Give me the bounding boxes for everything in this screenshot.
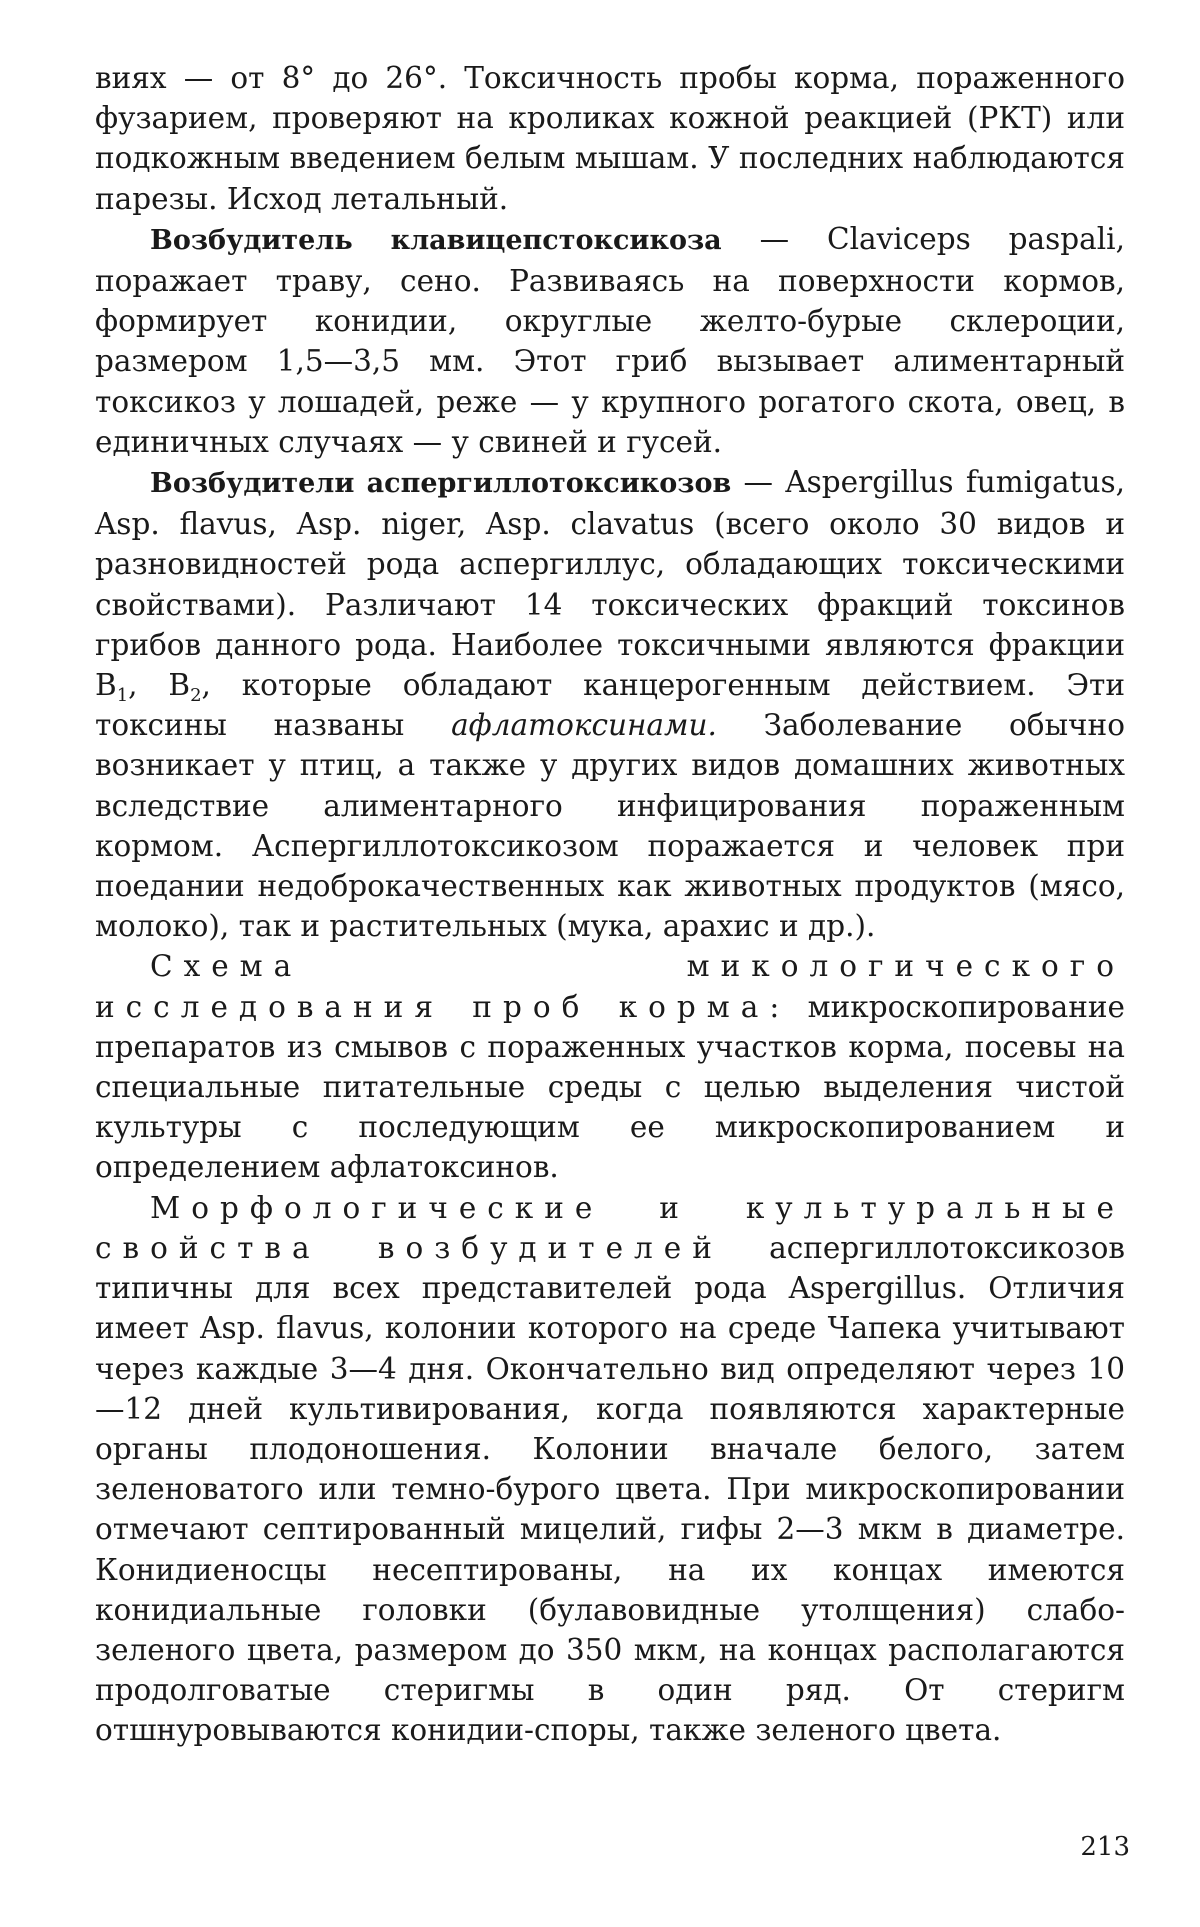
page-number: 213 bbox=[1080, 1832, 1130, 1862]
heading-claviceps: Возбудитель клавицепстоксикоза bbox=[150, 224, 722, 256]
paragraph-morphology-text: аспергиллотоксикозов типичны для всех представителей рода Aspergillus. Отличия имеет Asp. flavus, колонии которого на среде Чапека учитывают через каждые 3—4 дня. Окончательно вид определяют через 10—12 дней культивирования, когда появляются характерные органы плодоношения. Колонии вначале белого, затем зеленоватого или темно-бурого цвета. При микроскопировании отмечают септированный мицелий, гифы 2—3 мкм в диаметре. Конидиеносцы несептированы, на их концах имеются конидиальные головки (булавовидные утолщения) слабо-зеленого цвета, размером до 350 мкм, на концах располагаются продолговатые стеригмы в один ряд. От стеригм отшнуровываются конидии-споры, также зеленого цвета. bbox=[95, 1230, 1125, 1748]
subscript-2: 2 bbox=[190, 685, 202, 707]
paragraph-scheme-text: микроскопирование препаратов из смывов с пораженных участков корма, посевы на специальные питательные среды с целью выделения чистой культуры с последующим ее микроскопированием и определением афлатоксинов. bbox=[95, 989, 1126, 1185]
paragraph-aspergillus bbox=[95, 462, 1125, 946]
paragraph-aspergillus-text-b: , B bbox=[128, 668, 191, 703]
heading-morphology: Морфологические и культуральные свойства возбудителей bbox=[95, 1190, 1125, 1265]
heading-aspergillus: Возбудители аспергиллотоксикозов bbox=[150, 468, 732, 500]
heading-scheme: Схема микологического исследования проб корма: bbox=[95, 949, 1125, 1024]
page-body bbox=[95, 58, 1125, 1751]
paragraph-aspergillus-text-d: Заболевание обычно возникает у птиц, а также у других видов домашних животных вследствие алиментарного инфицирования пораженным кормом. Аспергиллотоксикозом поражается и человек при поедании недоброкачественных как животных продуктов (мясо, молоко), так и растительных (мука, арахис и др.). bbox=[95, 708, 1125, 944]
paragraph-continuation: виях — от 8° до 26°. Токсичность пробы корма, пораженного фузарием, проверяют на кроликах кожной реакцией (РКТ) или подкожным введением белым мышам. У последних наблюдаются парезы. Исход летальный. bbox=[95, 61, 1125, 216]
paragraph-claviceps bbox=[95, 219, 1125, 462]
paragraph-scheme bbox=[95, 946, 1125, 1187]
paragraph-aspergillus-text-a: — Aspergillus fumigatus, Asp. flavus, Asp. niger, Asp. clavatus (всего около 30 видов и разновидностей рода аспергиллус, обладающих токсическими свойствами). Различают 14 токсических фракций токсинов грибов данного рода. Наиболее токсичными являются фракции B bbox=[95, 465, 1126, 703]
paragraph-claviceps-text: — Claviceps paspali, поражает траву, сено. Развиваясь на поверхности кормов, формирует конидии, округлые желто-бурые склероции, размером 1,5—3,5 мм. Этот гриб вызывает алиментарный токсикоз у лошадей, реже — у крупного рогатого скота, овец, в единичных случаях — у свиней и гусей. bbox=[95, 221, 1125, 459]
subscript-1: 1 bbox=[116, 685, 129, 707]
paragraph-aspergillus-text-c: , которые обладают канцерогенным действием. Эти токсины названы bbox=[95, 668, 1126, 743]
term-aflatoxins: афлатоксинами. bbox=[451, 708, 717, 743]
paragraph-morphology bbox=[95, 1188, 1125, 1751]
